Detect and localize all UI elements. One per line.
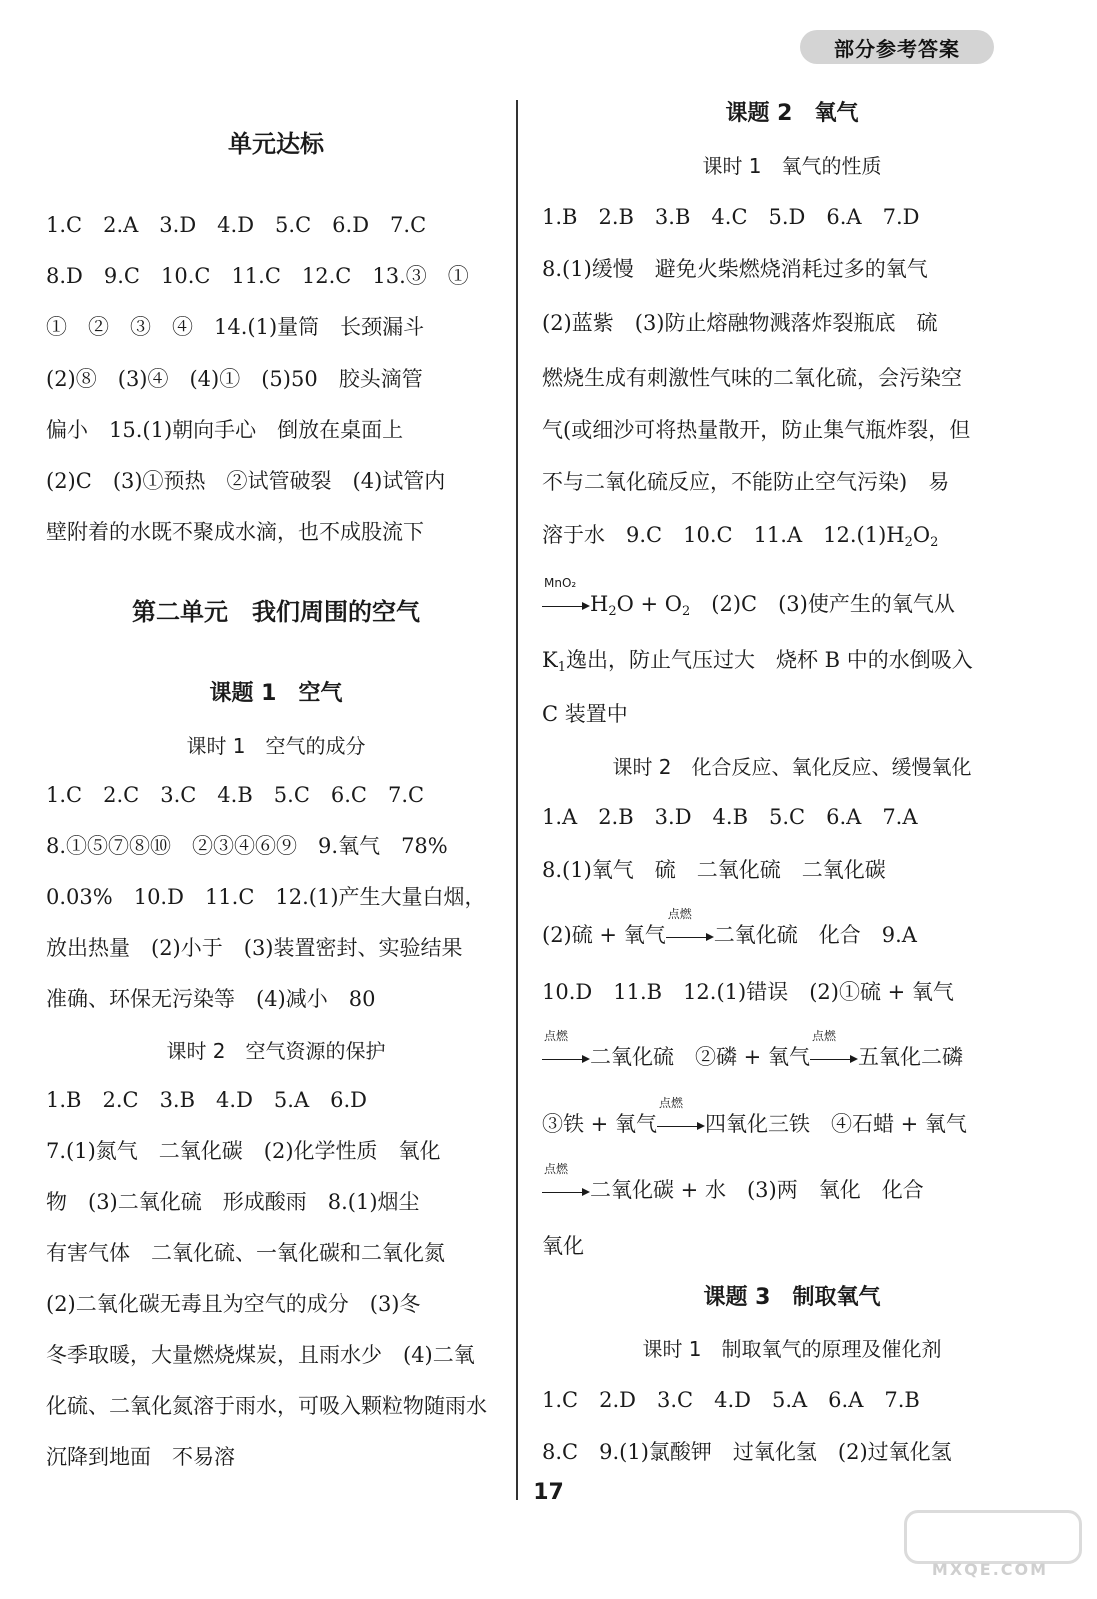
answer-line: 1.C 2.C 3.C 4.B 5.C 6.C 7.C xyxy=(46,783,425,807)
t2-lesson2-title: 课时 2 化合反应、氧化反应、缓慢氧化 xyxy=(612,755,972,779)
eq-left: (2)硫 + 氧气 xyxy=(542,923,666,947)
answer-line: C 装置中 xyxy=(542,702,628,726)
topic2-title: 课题 2 氧气 xyxy=(725,101,859,126)
unit2-title: 第二单元 我们周围的空气 xyxy=(132,598,420,626)
answer-line: 8.D 9.C 10.C 11.C 12.C 13.③ ① xyxy=(46,264,469,288)
answer-line: (2)二氧化碳无毒且为空气的成分 (3)冬 xyxy=(46,1292,421,1316)
eq-left: ③铁 + 氧气 xyxy=(542,1112,657,1136)
answer-badge: 部分参考答案 xyxy=(800,30,994,64)
reaction-arrow-icon xyxy=(810,1052,858,1066)
condition-label: 点燃 xyxy=(544,1162,569,1176)
answer-line: 物 (3)二氧化硫 形成酸雨 8.(1)烟尘 xyxy=(46,1190,420,1214)
eq-right: 五氧化二磷 xyxy=(857,1045,963,1069)
column-divider xyxy=(516,100,518,1500)
reaction-arrow-group xyxy=(666,907,714,949)
answer-line: 8.(1)氧气 硫 二氧化硫 二氧化碳 xyxy=(542,858,886,882)
eq-product: O + O xyxy=(616,592,682,616)
subscript: 2 xyxy=(608,604,617,619)
k-rest: 逸出，防止气压过大 烧杯 B 中的水倒吸入 xyxy=(565,648,973,672)
condition-label: 点燃 xyxy=(667,907,692,921)
answer-line: 气(或细沙可将热量散开，防止集气瓶炸裂，但 xyxy=(542,418,971,442)
reaction-arrow-icon xyxy=(542,1185,590,1199)
answer-line: 沉降到地面 不易溶 xyxy=(46,1445,235,1469)
watermark-text: MXQE.COM xyxy=(931,1560,1049,1579)
answer-line: 8.C 9.(1)氯酸钾 过氧化氢 (2)过氧化氢 xyxy=(542,1440,952,1464)
reaction-arrow-icon xyxy=(542,599,590,613)
watermark xyxy=(892,1510,1088,1590)
t1-lesson2-title: 课时 2 空气资源的保护 xyxy=(166,1039,386,1063)
eq-product: H xyxy=(590,592,609,616)
answer-line: 1.C 2.D 3.C 4.D 5.A 6.A 7.B xyxy=(542,1388,920,1412)
answer-line: 8.(1)缓慢 避免火柴燃烧消耗过多的氧气 xyxy=(542,257,928,281)
subscript: 2 xyxy=(930,535,939,550)
t1-lesson1-title: 课时 1 空气的成分 xyxy=(186,734,366,758)
t2-lesson1-title: 课时 1 氧气的性质 xyxy=(702,154,882,178)
answer-line-h2o2 xyxy=(542,521,938,557)
eq-mid: O xyxy=(912,523,931,547)
t3-lesson1-title: 课时 1 制取氧气的原理及催化剂 xyxy=(642,1337,942,1361)
answer-line: 壁附着的水既不聚成水滴，也不成股流下 xyxy=(46,520,424,544)
answer-line: 有害气体 二氧化硫、一氧化碳和二氧化氮 xyxy=(46,1241,445,1265)
answer-line: 1.C 2.A 3.D 4.D 5.C 6.D 7.C xyxy=(46,213,427,237)
answer-line: 10.D 11.B 12.(1)错误 (2)①硫 + 氧气 xyxy=(542,980,954,1004)
reaction-arrow-icon xyxy=(666,930,714,944)
reaction-arrow-icon xyxy=(542,1052,590,1066)
subscript: 1 xyxy=(557,660,566,675)
eq-right: 二氧化硫 化合 9.A xyxy=(713,923,917,947)
reaction-arrow-group xyxy=(542,1029,590,1071)
answer-line-eqB xyxy=(542,1029,963,1071)
answer-line: ① ② ③ ④ 14.(1)量筒 长颈漏斗 xyxy=(46,315,425,339)
answer-line: 冬季取暖，大量燃烧煤炭，且雨水少 (4)二氧 xyxy=(46,1343,475,1367)
condition-label: 点燃 xyxy=(658,1096,683,1110)
condition-label: 点燃 xyxy=(811,1029,836,1043)
answer-line-eqC xyxy=(542,1096,967,1138)
answer-line: 偏小 15.(1)朝向手心 倒放在桌面上 xyxy=(46,418,404,442)
condition-label: 点燃 xyxy=(544,1029,569,1043)
answer-line: (2)蓝紫 (3)防止熔融物溅落炸裂瓶底 硫 xyxy=(542,311,938,335)
eq-right: 四氧化三铁 ④石蜡 + 氧气 xyxy=(704,1112,967,1136)
answer-line: (2)C (3)①预热 ②试管破裂 (4)试管内 xyxy=(46,469,446,493)
answer-line-decomposition xyxy=(542,576,955,626)
eq-prefix: 溶于水 9.C 10.C 11.A 12.(1)H xyxy=(542,523,905,547)
answer-line: (2)⑧ (3)④ (4)① (5)50 胶头滴管 xyxy=(46,367,423,391)
answer-line-eqD xyxy=(542,1162,924,1204)
reaction-arrow-group xyxy=(542,576,590,618)
eq-right: 二氧化硫 ②磷 + 氧气 xyxy=(590,1045,810,1069)
answer-line: 7.(1)氮气 二氧化碳 (2)化学性质 氧化 xyxy=(46,1139,441,1163)
answer-line: 8.①⑤⑦⑧⑩ ②③④⑥⑨ 9.氧气 78% xyxy=(46,834,448,858)
unit-test-title: 单元达标 xyxy=(228,130,324,158)
answer-line: 放出热量 (2)小于 (3)装置密封、实验结果 xyxy=(46,936,463,960)
answer-line: 不与二氧化硫反应，不能防止空气污染) 易 xyxy=(542,470,950,494)
condition-label: MnO₂ xyxy=(544,576,577,590)
reaction-arrow-icon xyxy=(657,1119,705,1133)
reaction-arrow-group xyxy=(810,1029,858,1071)
k-prefix: K xyxy=(542,648,558,672)
topic1-title: 课题 1 空气 xyxy=(209,681,343,706)
answer-line: 1.B 2.C 3.B 4.D 5.A 6.D xyxy=(46,1088,367,1112)
subscript: 2 xyxy=(682,604,691,619)
answer-line: 氧化 xyxy=(542,1234,584,1258)
answer-line: 准确、环保无污染等 (4)减小 80 xyxy=(46,987,376,1011)
answer-line: 1.B 2.B 3.B 4.C 5.D 6.A 7.D xyxy=(542,205,920,229)
watermark-logo-icon xyxy=(904,1510,1082,1564)
eq-right: 二氧化碳 + 水 (3)两 氧化 化合 xyxy=(590,1178,924,1202)
eq-rest: (2)C (3)使产生的氧气从 xyxy=(690,592,955,616)
reaction-arrow-group xyxy=(657,1096,705,1138)
topic3-title: 课题 3 制取氧气 xyxy=(703,1285,881,1310)
subscript: 2 xyxy=(904,535,913,550)
reaction-arrow-group xyxy=(542,1162,590,1204)
page-number: 17 xyxy=(533,1480,564,1505)
answer-line: 1.A 2.B 3.D 4.B 5.C 6.A 7.A xyxy=(542,805,918,829)
answer-line-eqA xyxy=(542,907,917,949)
answer-line: 化硫、二氧化氮溶于雨水，可吸入颗粒物随雨水 xyxy=(46,1394,487,1418)
answer-line: 燃烧生成有刺激性气味的二氧化硫，会污染空 xyxy=(542,366,962,390)
answer-line-k1 xyxy=(542,646,973,682)
answer-line: 0.03% 10.D 11.C 12.(1)产生大量白烟， xyxy=(46,885,486,909)
